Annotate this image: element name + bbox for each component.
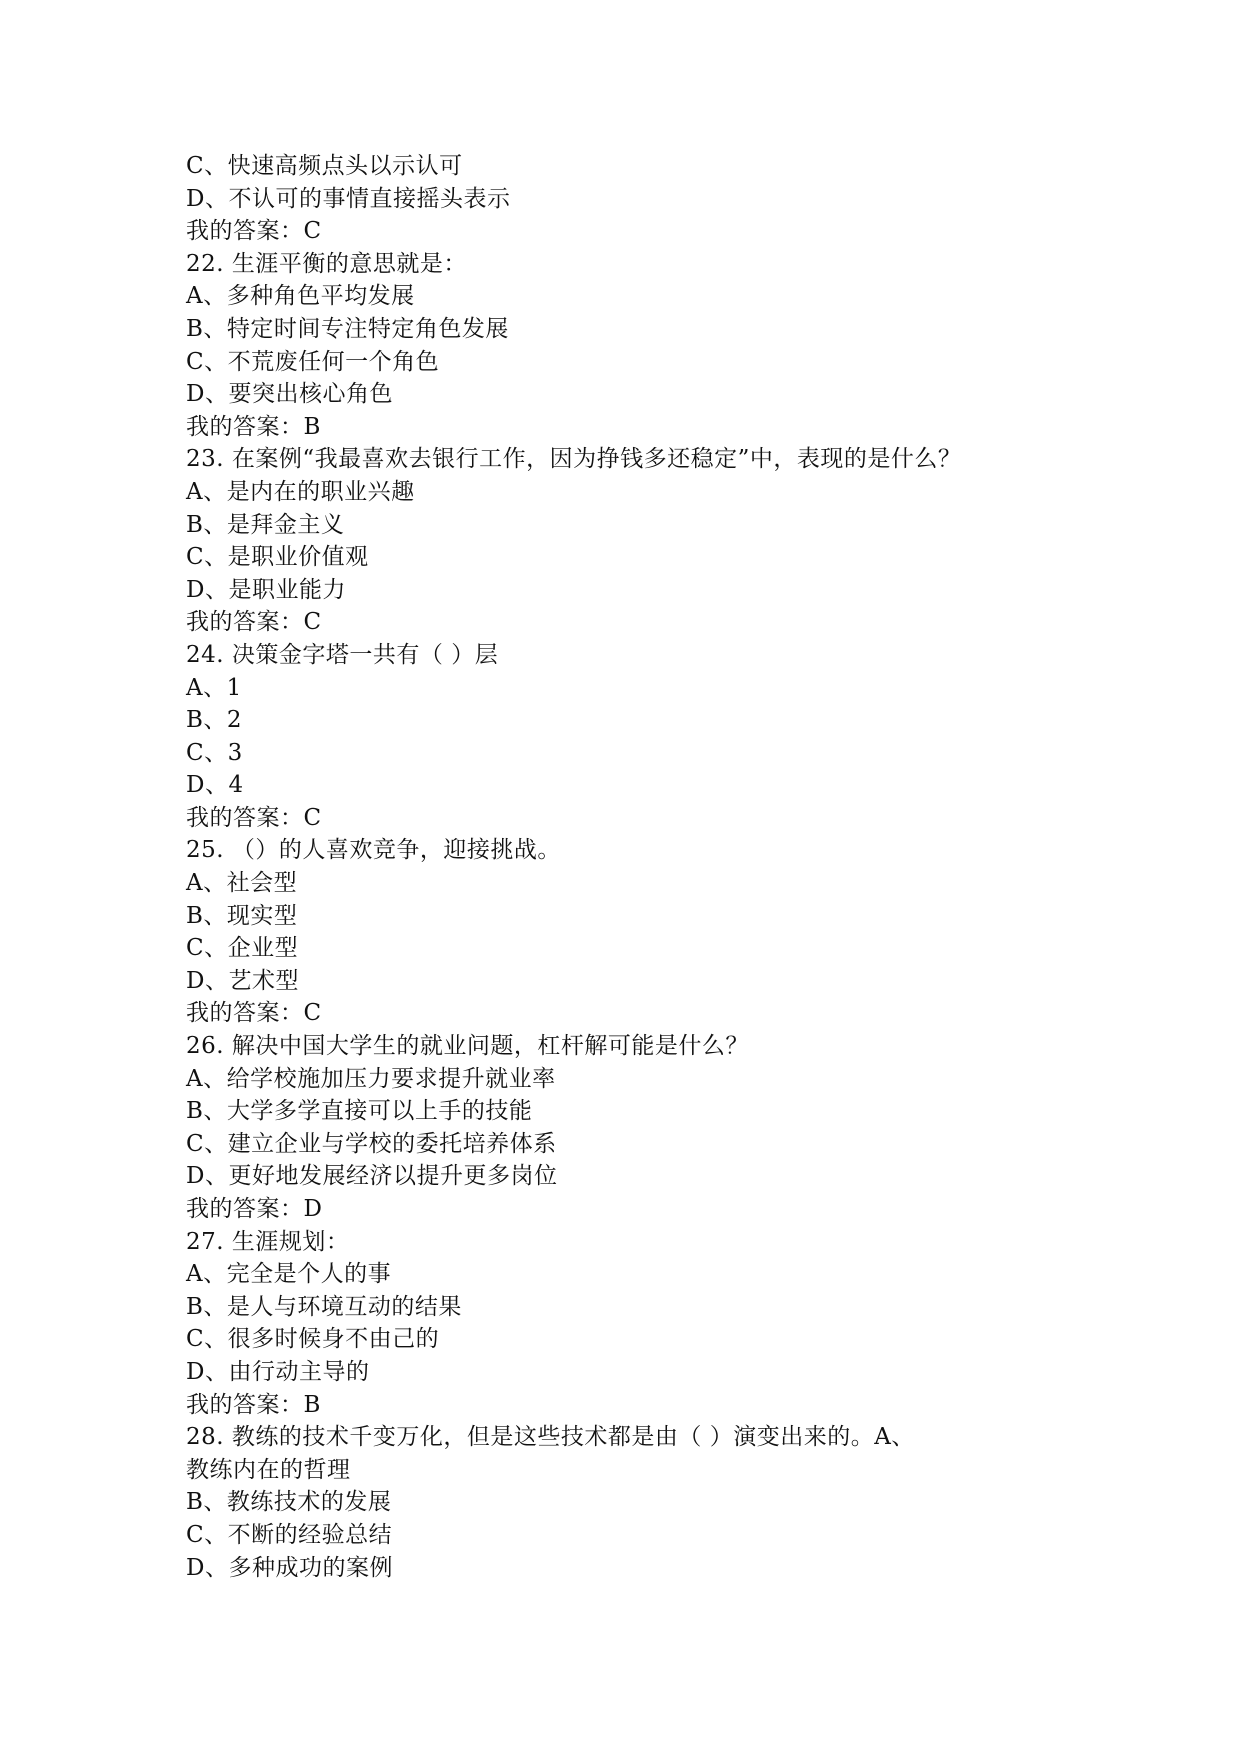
option-line: D、更好地发展经济以提升更多岗位 [186,1163,558,1190]
answer-line: 我的答案：D [186,1196,323,1222]
option-line: B、大学多学直接可以上手的技能 [186,1098,533,1125]
option-line: C、快速高频点头以示认可 [186,153,463,179]
question-27: 27. 生涯规划： [186,1228,350,1255]
answer-line: 我的答案：C [186,1000,322,1027]
option-line: C、很多时候身不由己的 [186,1326,440,1353]
option-line: D、由行动主导的 [186,1358,370,1385]
option-line: B、现实型 [186,902,298,929]
question-28: 28. 教练的技术千变万化，但是这些技术都是由（ ）演变出来的。A、 [186,1424,915,1451]
option-line: D、4 [186,772,244,799]
option-line: B、是拜金主义 [186,511,345,538]
question-25: 25. （）的人喜欢竞争，迎接挑战。 [186,837,561,864]
option-line: B、是人与环境互动的结果 [186,1293,462,1320]
option-line: B、2 [186,707,243,734]
answer-line: 我的答案：C [186,804,322,831]
option-line: D、是职业能力 [186,576,346,603]
option-line: D、多种成功的案例 [186,1554,393,1581]
answer-line: 我的答案：C [186,609,322,636]
option-line: C、不荒废任何一个角色 [186,348,440,375]
option-line: D、艺术型 [186,967,299,994]
answer-line: 我的答案：B [186,1391,321,1418]
option-line: A、社会型 [186,870,298,897]
option-line: D、不认可的事情直接摇头表示 [186,185,511,212]
option-line: C、建立企业与学校的委托培养体系 [186,1130,557,1157]
option-line: B、教练技术的发展 [186,1489,392,1516]
option-line: A、1 [186,674,242,701]
option-line: B、特定时间专注特定角色发展 [186,315,509,342]
option-line: A、给学校施加压力要求提升就业率 [186,1065,556,1092]
question-26: 26. 解决中国大学生的就业问题，杠杆解可能是什么？ [186,1033,749,1060]
answer-line: 我的答案：C [186,218,322,245]
option-line: A、多种角色平均发展 [186,283,415,310]
question-22: 22. 生涯平衡的意思就是： [186,250,467,277]
option-line: D、要突出核心角色 [186,381,393,408]
option-line: A、是内在的职业兴趣 [186,478,415,505]
option-line: C、是职业价值观 [186,544,369,571]
option-line: 教练内在的哲理 [186,1456,351,1483]
answer-line: 我的答案：B [186,413,321,440]
question-24: 24. 决策金字塔一共有（ ）层 [186,641,499,668]
option-line: A、完全是个人的事 [186,1261,392,1288]
option-line: C、不断的经验总结 [186,1521,393,1548]
quiz-content [186,150,1086,1584]
option-line: C、3 [186,739,243,766]
question-23: 23. 在案例“我最喜欢去银行工作，因为挣钱多还稳定”中，表现的是什么？ [186,446,962,473]
option-line: C、企业型 [186,935,299,962]
